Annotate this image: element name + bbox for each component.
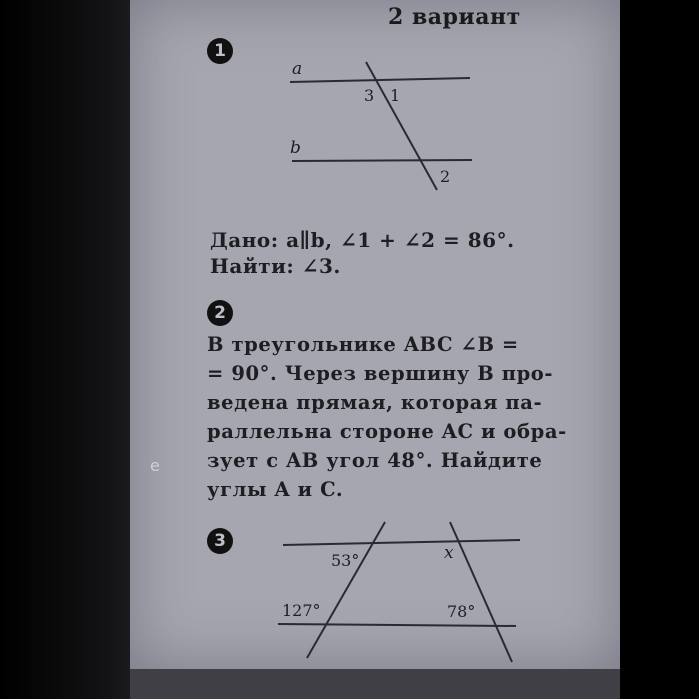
problem-2-number: 2 xyxy=(207,300,233,326)
problem-2-line-2: = 90°. Через вершину B про- xyxy=(207,362,554,385)
problem-1-find: Найти: ∠3. xyxy=(210,254,341,278)
problem-2-line-5: зует с AB угол 48°. Найдите xyxy=(207,449,543,472)
label-a: a xyxy=(292,59,303,79)
label-angle-2: 2 xyxy=(440,167,451,186)
label-angle-1: 1 xyxy=(390,86,401,105)
right-transversal xyxy=(450,522,512,662)
lower-line xyxy=(278,624,516,626)
label-127: 127° xyxy=(282,601,321,620)
label-78: 78° xyxy=(447,602,476,621)
problem-2-line-1: В треугольнике ABC ∠B = xyxy=(207,333,519,356)
variant-header: 2 вариант xyxy=(388,4,521,30)
problem-2-line-6: углы A и C. xyxy=(207,478,344,501)
upper-line xyxy=(283,540,520,545)
label-x: x xyxy=(444,543,454,563)
label-angle-3: 3 xyxy=(364,86,375,105)
problem-2-line-3: ведена прямая, которая па- xyxy=(207,391,543,414)
problem-1-given: Дано: a∥b, ∠1 + ∠2 = 86°. xyxy=(210,228,515,252)
left-transversal xyxy=(307,522,385,658)
problem-1-number: 1 xyxy=(207,38,233,64)
problem-2-line-4: раллельна стороне AC и обра- xyxy=(207,420,567,443)
margin-mark: е xyxy=(150,456,160,475)
label-53: 53° xyxy=(331,551,360,570)
problem-3-number: 3 xyxy=(207,528,233,554)
label-b: b xyxy=(290,138,301,158)
